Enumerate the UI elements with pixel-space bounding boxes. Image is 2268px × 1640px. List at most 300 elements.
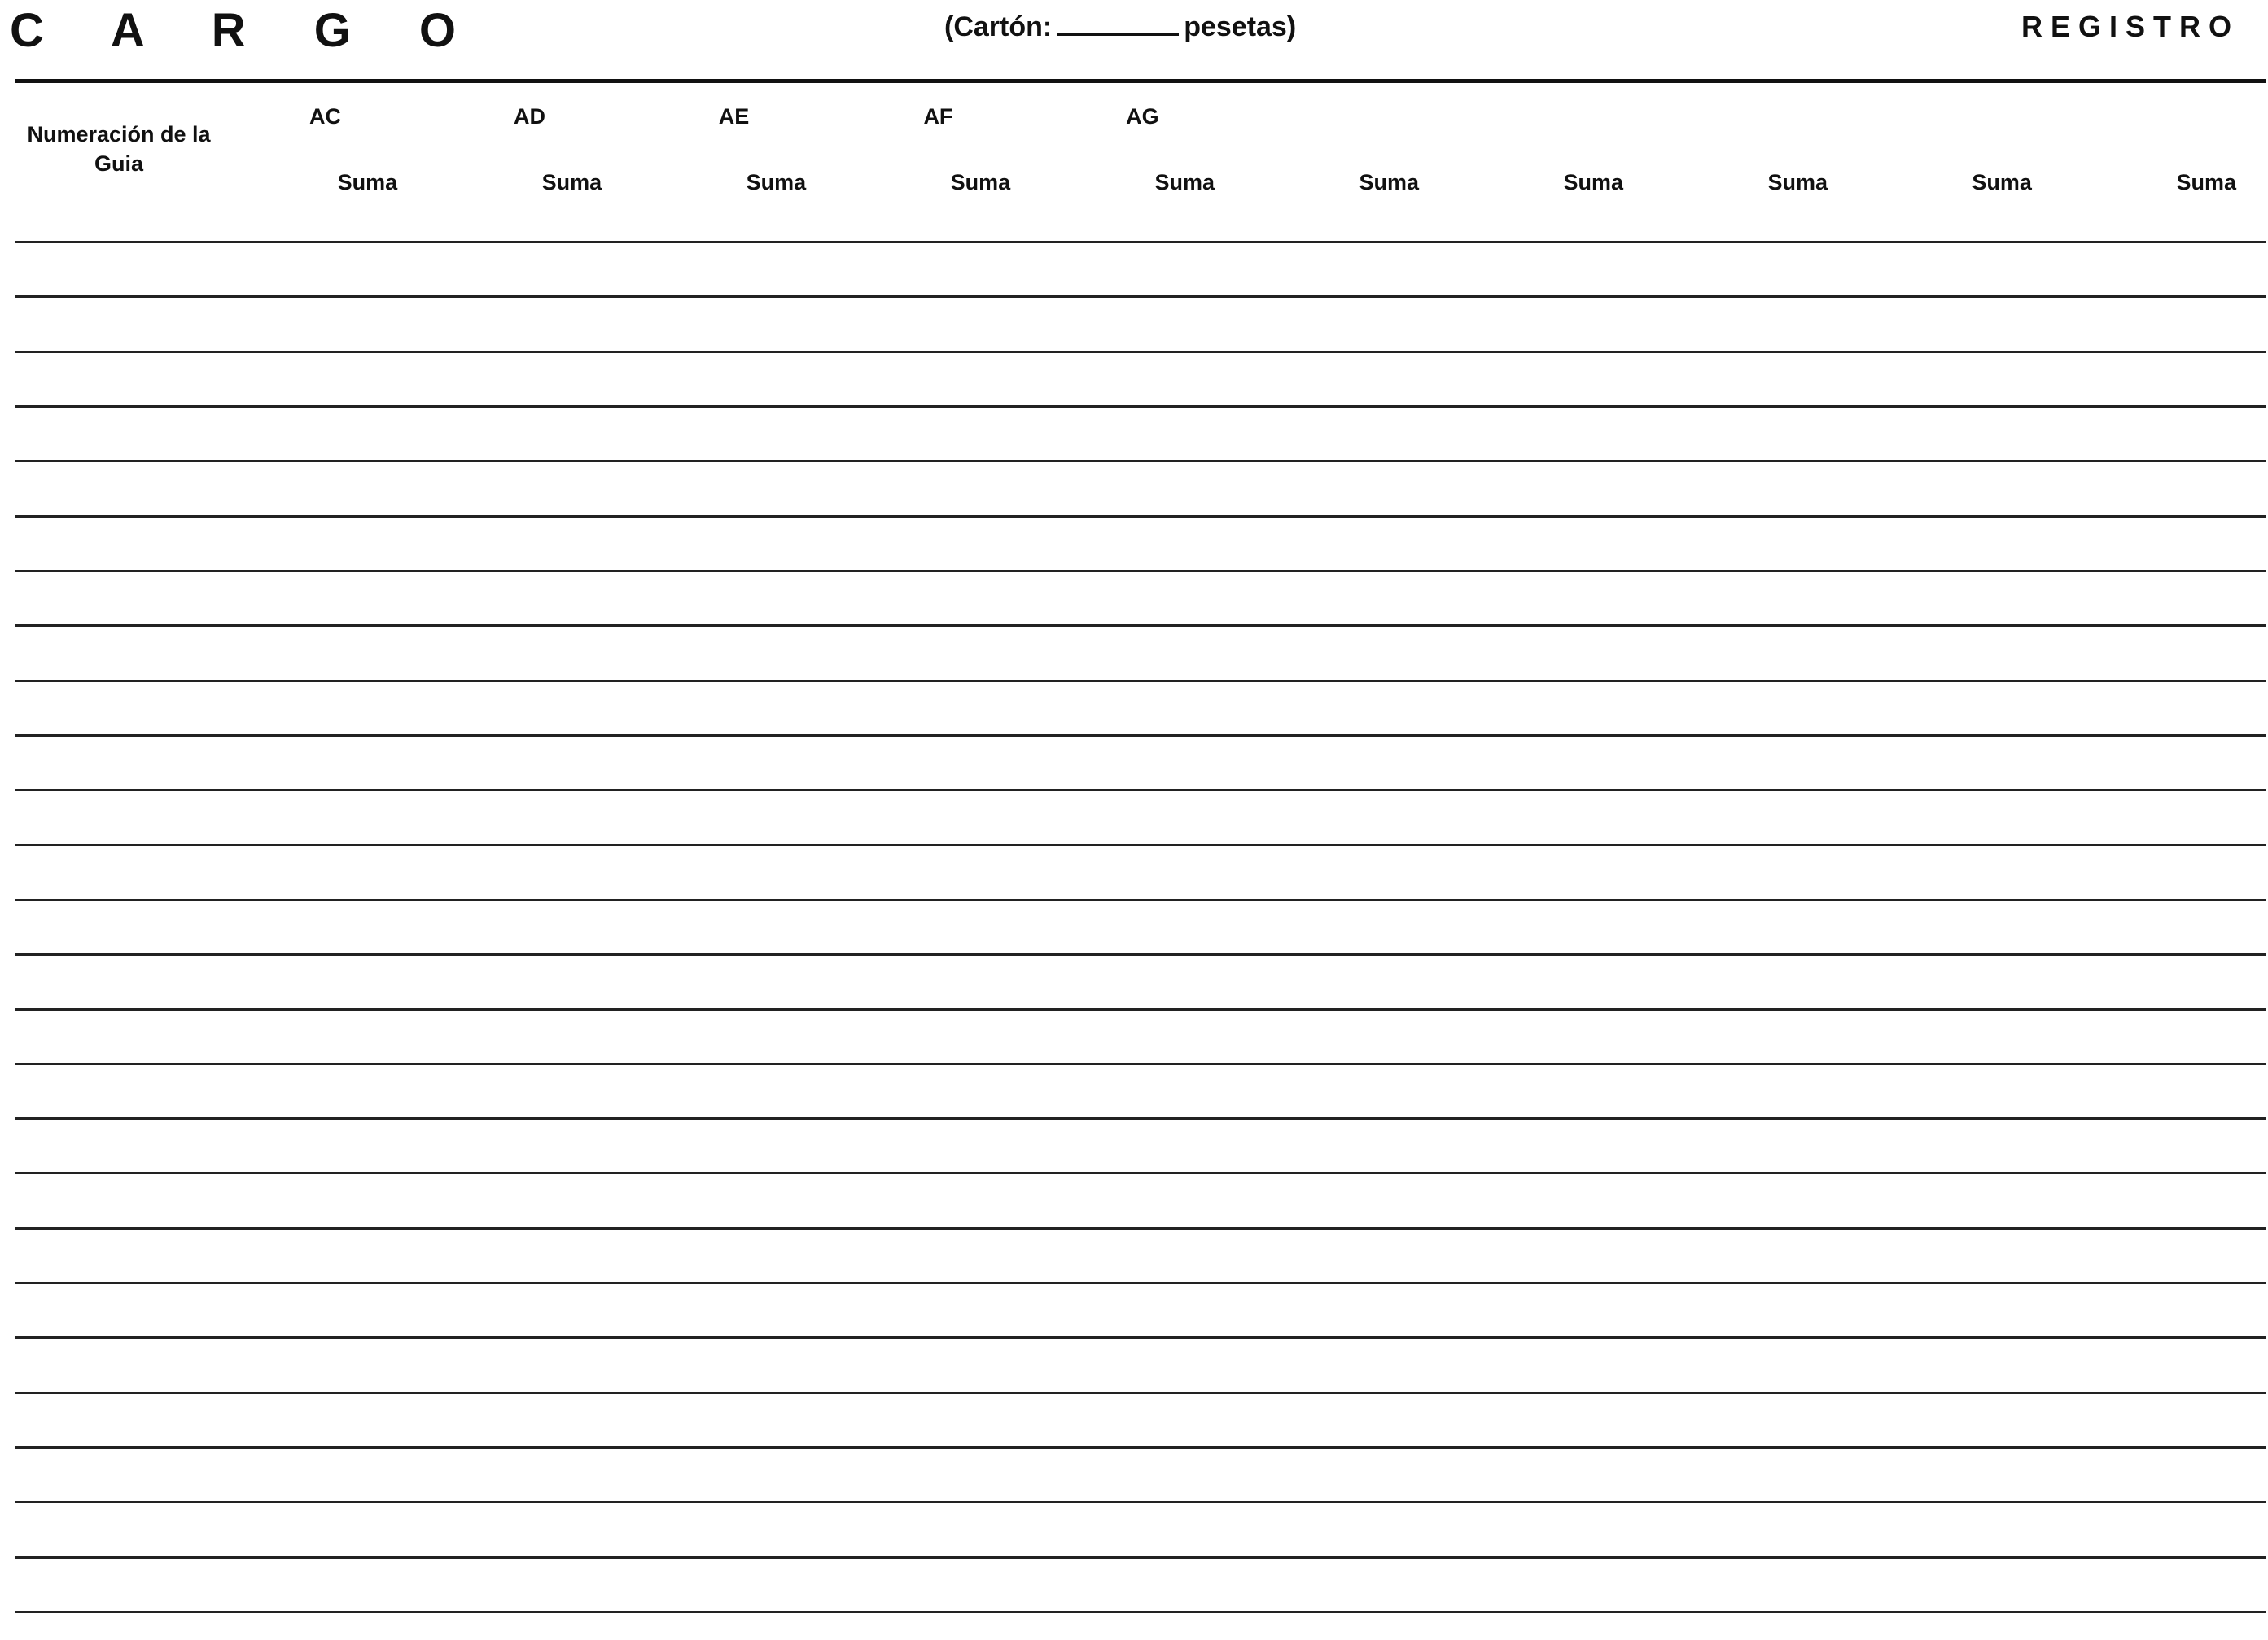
sum-cell[interactable] [1942,571,2062,626]
value-cell[interactable] [223,955,308,1009]
value-cell[interactable] [1858,407,1942,461]
sum-cell[interactable] [2147,1119,2266,1174]
sum-cell[interactable] [716,516,836,571]
value-cell[interactable] [1858,243,1942,297]
sum-cell[interactable] [308,297,427,352]
value-cell[interactable] [427,352,512,406]
sum-cell[interactable] [512,297,632,352]
value-cell[interactable] [2062,1393,2147,1447]
sum-cell[interactable] [921,243,1040,297]
value-cell[interactable] [1653,1009,1738,1064]
sum-cell[interactable] [1738,1393,1858,1447]
value-cell[interactable] [2062,1228,2147,1283]
value-cell[interactable] [1858,899,1942,954]
sum-cell[interactable] [921,1174,1040,1228]
value-cell[interactable] [1040,297,1125,352]
sum-cell[interactable] [1329,845,1449,899]
guide-number-cell[interactable] [15,1064,223,1118]
guide-number-cell[interactable] [15,735,223,789]
sum-cell[interactable] [1738,735,1858,789]
sum-cell[interactable] [2147,243,2266,297]
sum-cell[interactable] [1738,680,1858,735]
sum-cell[interactable] [921,352,1040,406]
sum-cell[interactable] [1534,407,1653,461]
value-cell[interactable] [1449,461,1534,516]
sum-cell[interactable] [1125,845,1245,899]
sum-cell[interactable] [1125,1448,1245,1502]
guide-number-cell[interactable] [15,1502,223,1557]
sum-cell[interactable] [1942,215,2062,243]
sum-cell[interactable] [1125,1174,1245,1228]
value-cell[interactable] [1653,1502,1738,1557]
sum-cell[interactable] [1942,1228,2062,1283]
value-cell[interactable] [1449,1228,1534,1283]
sum-cell[interactable] [1534,1393,1653,1447]
value-cell[interactable] [1653,1338,1738,1393]
value-cell[interactable] [2062,899,2147,954]
sum-cell[interactable] [716,626,836,680]
value-cell[interactable] [1449,516,1534,571]
guide-number-cell[interactable] [15,1009,223,1064]
sum-cell[interactable] [1942,297,2062,352]
value-cell[interactable] [1449,626,1534,680]
value-cell[interactable] [2062,1502,2147,1557]
sum-cell[interactable] [2147,1174,2266,1228]
sum-cell[interactable] [2147,1064,2266,1118]
sum-cell[interactable] [921,1009,1040,1064]
value-cell[interactable] [223,735,308,789]
sum-cell[interactable] [308,215,427,243]
value-cell[interactable] [836,955,921,1009]
value-cell[interactable] [836,243,921,297]
value-cell[interactable] [836,1338,921,1393]
sum-cell[interactable] [1738,1009,1858,1064]
value-cell[interactable] [223,1448,308,1502]
value-cell[interactable] [223,516,308,571]
value-cell[interactable] [2062,407,2147,461]
value-cell[interactable] [427,243,512,297]
value-cell[interactable] [1653,516,1738,571]
value-cell[interactable] [1245,1557,1329,1612]
value-cell[interactable] [836,407,921,461]
sum-cell[interactable] [2147,790,2266,845]
value-cell[interactable] [1653,1393,1738,1447]
sum-cell[interactable] [1942,1557,2062,1612]
value-cell[interactable] [1449,1284,1534,1338]
value-cell[interactable] [1449,735,1534,789]
sum-cell[interactable] [308,407,427,461]
sum-cell[interactable] [921,1557,1040,1612]
sum-cell[interactable] [921,680,1040,735]
value-cell[interactable] [1449,1557,1534,1612]
value-cell[interactable] [1245,899,1329,954]
sum-cell[interactable] [1534,680,1653,735]
sum-cell[interactable] [512,1557,632,1612]
sum-cell[interactable] [921,845,1040,899]
value-cell[interactable] [1858,1174,1942,1228]
sum-cell[interactable] [512,845,632,899]
value-cell[interactable] [1449,1502,1534,1557]
value-cell[interactable] [1449,955,1534,1009]
value-cell[interactable] [836,1448,921,1502]
sum-cell[interactable] [1942,461,2062,516]
sum-cell[interactable] [921,461,1040,516]
value-cell[interactable] [1449,352,1534,406]
sum-cell[interactable] [2147,1448,2266,1502]
value-cell[interactable] [223,1502,308,1557]
value-cell[interactable] [1245,297,1329,352]
sum-cell[interactable] [2147,626,2266,680]
value-cell[interactable] [223,1284,308,1338]
value-cell[interactable] [1653,790,1738,845]
guide-number-cell[interactable] [15,955,223,1009]
sum-cell[interactable] [1942,1009,2062,1064]
value-cell[interactable] [1653,1064,1738,1118]
value-cell[interactable] [223,1557,308,1612]
value-cell[interactable] [632,1338,716,1393]
sum-cell[interactable] [1125,1064,1245,1118]
sum-cell[interactable] [1125,215,1245,243]
value-cell[interactable] [632,845,716,899]
value-cell[interactable] [427,899,512,954]
sum-cell[interactable] [1534,1064,1653,1118]
value-cell[interactable] [1245,1502,1329,1557]
sum-cell[interactable] [1125,1119,1245,1174]
value-cell[interactable] [223,1393,308,1447]
value-cell[interactable] [1449,899,1534,954]
value-cell[interactable] [1449,1393,1534,1447]
value-cell[interactable] [2062,1338,2147,1393]
sum-cell[interactable] [1534,1557,1653,1612]
value-cell[interactable] [1858,1338,1942,1393]
sum-cell[interactable] [1125,1338,1245,1393]
value-cell[interactable] [1245,461,1329,516]
sum-cell[interactable] [1942,899,2062,954]
sum-cell[interactable] [1738,516,1858,571]
sum-cell[interactable] [308,461,427,516]
guide-number-cell[interactable] [15,461,223,516]
value-cell[interactable] [1040,845,1125,899]
value-cell[interactable] [1653,243,1738,297]
value-cell[interactable] [427,735,512,789]
sum-cell[interactable] [1534,899,1653,954]
value-cell[interactable] [1449,845,1534,899]
sum-cell[interactable] [1738,845,1858,899]
sum-cell[interactable] [1738,407,1858,461]
value-cell[interactable] [1040,899,1125,954]
sum-cell[interactable] [1125,297,1245,352]
guide-number-cell[interactable] [15,571,223,626]
sum-cell[interactable] [1534,1502,1653,1557]
sum-cell[interactable] [1125,1284,1245,1338]
sum-cell[interactable] [1942,1393,2062,1447]
value-cell[interactable] [1449,571,1534,626]
sum-cell[interactable] [1329,297,1449,352]
value-cell[interactable] [427,297,512,352]
value-cell[interactable] [1040,1338,1125,1393]
sum-cell[interactable] [2147,1393,2266,1447]
value-cell[interactable] [427,407,512,461]
value-cell[interactable] [1653,215,1738,243]
sum-cell[interactable] [1329,1174,1449,1228]
sum-cell[interactable] [1329,1284,1449,1338]
sum-cell[interactable] [1329,790,1449,845]
guide-number-cell[interactable] [15,680,223,735]
value-cell[interactable] [1653,352,1738,406]
value-cell[interactable] [1858,680,1942,735]
sum-cell[interactable] [1942,626,2062,680]
value-cell[interactable] [1449,243,1534,297]
sum-cell[interactable] [1125,243,1245,297]
sum-cell[interactable] [512,1284,632,1338]
value-cell[interactable] [2062,516,2147,571]
value-cell[interactable] [632,1284,716,1338]
sum-cell[interactable] [921,1502,1040,1557]
value-cell[interactable] [1449,680,1534,735]
value-cell[interactable] [1245,735,1329,789]
value-cell[interactable] [1858,1502,1942,1557]
value-cell[interactable] [836,1228,921,1283]
value-cell[interactable] [223,845,308,899]
value-cell[interactable] [836,1284,921,1338]
value-cell[interactable] [2062,215,2147,243]
value-cell[interactable] [223,1174,308,1228]
sum-cell[interactable] [1534,790,1653,845]
value-cell[interactable] [632,1502,716,1557]
sum-cell[interactable] [1534,215,1653,243]
sum-cell[interactable] [308,790,427,845]
sum-cell[interactable] [1534,626,1653,680]
value-cell[interactable] [2062,626,2147,680]
value-cell[interactable] [2062,352,2147,406]
sum-cell[interactable] [1942,1284,2062,1338]
guide-number-cell[interactable] [15,899,223,954]
sum-cell[interactable] [308,352,427,406]
sum-cell[interactable] [1942,407,2062,461]
value-cell[interactable] [836,1009,921,1064]
value-cell[interactable] [1858,735,1942,789]
value-cell[interactable] [1040,735,1125,789]
value-cell[interactable] [1040,1174,1125,1228]
sum-cell[interactable] [308,1338,427,1393]
value-cell[interactable] [1040,1119,1125,1174]
value-cell[interactable] [836,1119,921,1174]
sum-cell[interactable] [1738,1557,1858,1612]
guide-number-cell[interactable] [15,1119,223,1174]
value-cell[interactable] [632,215,716,243]
sum-cell[interactable] [308,1119,427,1174]
value-cell[interactable] [836,626,921,680]
sum-cell[interactable] [512,461,632,516]
sum-cell[interactable] [308,1064,427,1118]
sum-cell[interactable] [921,407,1040,461]
sum-cell[interactable] [1329,571,1449,626]
sum-cell[interactable] [716,1064,836,1118]
sum-cell[interactable] [512,1174,632,1228]
sum-cell[interactable] [1534,1119,1653,1174]
value-cell[interactable] [1245,626,1329,680]
value-cell[interactable] [1040,1228,1125,1283]
sum-cell[interactable] [512,571,632,626]
value-cell[interactable] [2062,790,2147,845]
sum-cell[interactable] [1125,571,1245,626]
value-cell[interactable] [632,1009,716,1064]
value-cell[interactable] [1040,1502,1125,1557]
value-cell[interactable] [1245,243,1329,297]
value-cell[interactable] [2062,243,2147,297]
sum-cell[interactable] [512,1119,632,1174]
value-cell[interactable] [836,845,921,899]
value-cell[interactable] [1449,790,1534,845]
sum-cell[interactable] [308,735,427,789]
value-cell[interactable] [1040,626,1125,680]
value-cell[interactable] [1245,407,1329,461]
sum-cell[interactable] [1534,1284,1653,1338]
sum-cell[interactable] [1329,680,1449,735]
sum-cell[interactable] [1942,1338,2062,1393]
sum-cell[interactable] [308,1284,427,1338]
sum-cell[interactable] [308,1393,427,1447]
guide-number-cell[interactable] [15,626,223,680]
sum-cell[interactable] [1534,1448,1653,1502]
sum-cell[interactable] [1329,352,1449,406]
value-cell[interactable] [1245,571,1329,626]
value-cell[interactable] [836,1557,921,1612]
value-cell[interactable] [1653,571,1738,626]
sum-cell[interactable] [921,735,1040,789]
sum-cell[interactable] [308,899,427,954]
value-cell[interactable] [427,1228,512,1283]
value-cell[interactable] [1245,845,1329,899]
value-cell[interactable] [1653,735,1738,789]
value-cell[interactable] [836,297,921,352]
value-cell[interactable] [632,899,716,954]
sum-cell[interactable] [308,680,427,735]
guide-number-cell[interactable] [15,1284,223,1338]
value-cell[interactable] [632,243,716,297]
value-cell[interactable] [632,352,716,406]
value-cell[interactable] [1040,1064,1125,1118]
sum-cell[interactable] [512,626,632,680]
value-cell[interactable] [836,680,921,735]
value-cell[interactable] [632,626,716,680]
sum-cell[interactable] [512,790,632,845]
guide-number-cell[interactable] [15,1448,223,1502]
value-cell[interactable] [1858,1064,1942,1118]
sum-cell[interactable] [1534,571,1653,626]
sum-cell[interactable] [1942,352,2062,406]
sum-cell[interactable] [308,1502,427,1557]
value-cell[interactable] [1245,1448,1329,1502]
value-cell[interactable] [427,680,512,735]
value-cell[interactable] [1653,1174,1738,1228]
guide-number-cell[interactable] [15,1557,223,1612]
value-cell[interactable] [1449,1064,1534,1118]
sum-cell[interactable] [512,407,632,461]
sum-cell[interactable] [1125,352,1245,406]
sum-cell[interactable] [2147,352,2266,406]
value-cell[interactable] [632,516,716,571]
sum-cell[interactable] [1738,1064,1858,1118]
value-cell[interactable] [1858,516,1942,571]
sum-cell[interactable] [1942,1502,2062,1557]
sum-cell[interactable] [1942,243,2062,297]
sum-cell[interactable] [921,1064,1040,1118]
value-cell[interactable] [836,215,921,243]
sum-cell[interactable] [512,243,632,297]
sum-cell[interactable] [1534,955,1653,1009]
value-cell[interactable] [1245,215,1329,243]
sum-cell[interactable] [308,1228,427,1283]
sum-cell[interactable] [716,1228,836,1283]
value-cell[interactable] [1653,845,1738,899]
value-cell[interactable] [223,571,308,626]
guide-number-cell[interactable] [15,407,223,461]
sum-cell[interactable] [1329,1119,1449,1174]
value-cell[interactable] [1040,407,1125,461]
value-cell[interactable] [1858,790,1942,845]
sum-cell[interactable] [1738,352,1858,406]
value-cell[interactable] [1449,1448,1534,1502]
sum-cell[interactable] [1738,571,1858,626]
sum-cell[interactable] [1942,1174,2062,1228]
sum-cell[interactable] [921,1338,1040,1393]
value-cell[interactable] [2062,1009,2147,1064]
value-cell[interactable] [1040,1284,1125,1338]
sum-cell[interactable] [2147,735,2266,789]
sum-cell[interactable] [921,516,1040,571]
value-cell[interactable] [427,790,512,845]
sum-cell[interactable] [716,1009,836,1064]
sum-cell[interactable] [512,680,632,735]
value-cell[interactable] [1858,1557,1942,1612]
sum-cell[interactable] [2147,1228,2266,1283]
sum-cell[interactable] [1738,1174,1858,1228]
sum-cell[interactable] [1329,626,1449,680]
sum-cell[interactable] [2147,899,2266,954]
sum-cell[interactable] [308,1174,427,1228]
value-cell[interactable] [1653,626,1738,680]
sum-cell[interactable] [1738,297,1858,352]
sum-cell[interactable] [921,1228,1040,1283]
sum-cell[interactable] [716,461,836,516]
value-cell[interactable] [1449,407,1534,461]
value-cell[interactable] [1653,1119,1738,1174]
value-cell[interactable] [632,571,716,626]
value-cell[interactable] [223,407,308,461]
sum-cell[interactable] [1329,1557,1449,1612]
value-cell[interactable] [1653,1448,1738,1502]
value-cell[interactable] [1245,790,1329,845]
sum-cell[interactable] [921,297,1040,352]
value-cell[interactable] [632,680,716,735]
sum-cell[interactable] [1329,1393,1449,1447]
value-cell[interactable] [1858,461,1942,516]
sum-cell[interactable] [1534,1174,1653,1228]
value-cell[interactable] [223,461,308,516]
sum-cell[interactable] [716,680,836,735]
guide-number-cell[interactable] [15,215,223,243]
value-cell[interactable] [2062,297,2147,352]
value-cell[interactable] [1245,1064,1329,1118]
sum-cell[interactable] [1942,1064,2062,1118]
sum-cell[interactable] [716,1557,836,1612]
sum-cell[interactable] [1738,790,1858,845]
sum-cell[interactable] [716,407,836,461]
sum-cell[interactable] [2147,407,2266,461]
sum-cell[interactable] [1125,1502,1245,1557]
sum-cell[interactable] [1329,516,1449,571]
